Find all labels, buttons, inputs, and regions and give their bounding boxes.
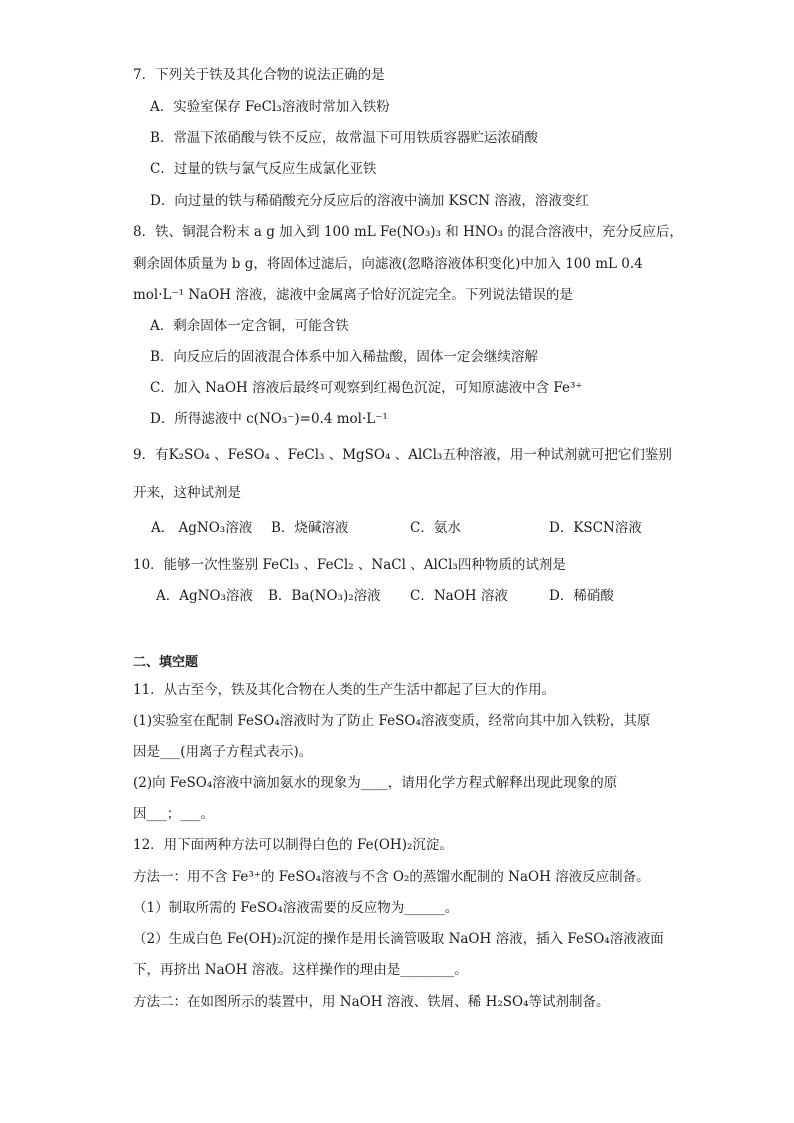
q9-options: [0, 519, 794, 539]
q11-stem: 11．从古至今，铁及其化合物在人类的生产生活中都起了巨大的作用。: [133, 682, 556, 698]
q11-part1-line1: (1)实验室在配制 FeSO₄溶液时为了防止 FeSO₄溶液变质，经常向其中加入铁粉，其原: [133, 713, 651, 729]
q10-stem: 10．能够一次性鉴别 FeCl₃ 、FeCl₂ 、NaCl 、AlCl₃四种物质的试剂是: [133, 557, 566, 573]
q8-option-b: B．向反应后的固液混合体系中加入稀盐酸，固体一定会继续溶解: [150, 349, 538, 365]
q12-part1: （1）制取所需的 FeSO₄溶液需要的反应物为______。: [133, 900, 459, 916]
q10-option-c: C．NaOH 溶液: [410, 588, 508, 604]
q8-stem-line2: 剩余固体质量为 b g，将固体过滤后，向滤液(忽略溶液体积变化)中加入 100 mL 0.4: [133, 256, 643, 272]
q7-option-a: A．实验室保存 FeCl₃溶液时常加入铁粉: [150, 99, 390, 115]
q8-stem-line3: mol·L⁻¹ NaOH 溶液，滤液中金属离子恰好沉淀完全。下列说法错误的是: [133, 287, 573, 303]
q7-stem: 7．下列关于铁及其化合物的说法正确的是: [133, 67, 385, 83]
q10-option-d: D．稀硝酸: [549, 588, 614, 604]
section-heading: 二、填空题: [133, 655, 199, 670]
q9-option-c: C．氨水: [410, 520, 461, 536]
q9-stem-line2: 开来，这种试剂是: [133, 485, 241, 501]
q11-part2-line2: 因___；___。: [133, 806, 214, 822]
q12-part2-line1: （2）生成白色 Fe(OH)₂沉淀的操作是用长滴管吸取 NaOH 溶液，插入 FeSO₄溶液液面: [133, 931, 664, 947]
q10-option-a: A．AgNO₃溶液: [156, 588, 253, 604]
q10-option-b: B．Ba(NO₃)₂溶液: [268, 588, 381, 604]
q9-option-d: D．KSCN溶液: [549, 520, 642, 536]
q11-part2-line1: (2)向 FeSO₄溶液中滴加氨水的现象为____，请用化学方程式解释出现此现象的原: [133, 775, 618, 791]
q12-method2: 方法二：在如图所示的装置中，用 NaOH 溶液、铁屑、稀 H₂SO₄等试剂制备。: [133, 994, 610, 1010]
q9-option-a: A． AgNO₃溶液: [151, 520, 253, 536]
q8-stem-line1: 8．铁、铜混合粉末 a g 加入到 100 mL Fe(NO₃)₃ 和 HNO₃ 的混合溶液中，充分反应后，: [133, 224, 683, 240]
q7-option-c: C．过量的铁与氯气反应生成氯化亚铁: [150, 161, 377, 177]
q8-option-c: C．加入 NaOH 溶液后最终可观察到红褐色沉淀，可知原滤液中含 Fe³⁺: [150, 380, 583, 396]
q10-options: [0, 587, 794, 607]
q12-part2-line2: 下，再挤出 NaOH 溶液。这样操作的理由是________。: [133, 962, 468, 978]
q12-method1: 方法一：用不含 Fe³⁺的 FeSO₄溶液与不含 O₂的蒸馏水配制的 NaOH 溶液反应制备。: [133, 869, 650, 885]
q12-stem: 12．用下面两种方法可以制得白色的 Fe(OH)₂沉淀。: [133, 837, 453, 853]
q9-option-b: B．烧碱溶液: [271, 520, 349, 536]
q8-option-d: D．所得滤液中 c(NO₃⁻)=0.4 mol·L⁻¹: [150, 411, 388, 427]
q7-option-b: B．常温下浓硝酸与铁不反应，故常温下可用铁质容器贮运浓硝酸: [150, 130, 538, 146]
q11-part1-line2: 因是___(用离子方程式表示)。: [133, 744, 313, 760]
q8-option-a: A．剩余固体一定含铜，可能含铁: [150, 318, 349, 334]
q7-option-d: D．向过量的铁与稀硝酸充分反应后的溶液中滴加 KSCN 溶液，溶液变红: [150, 193, 589, 209]
q9-stem-line1: 9．有K₂SO₄ 、FeSO₄ 、FeCl₃ 、MgSO₄ 、AlCl₃五种溶液，用一种试剂就可把它们鉴别: [133, 447, 672, 463]
